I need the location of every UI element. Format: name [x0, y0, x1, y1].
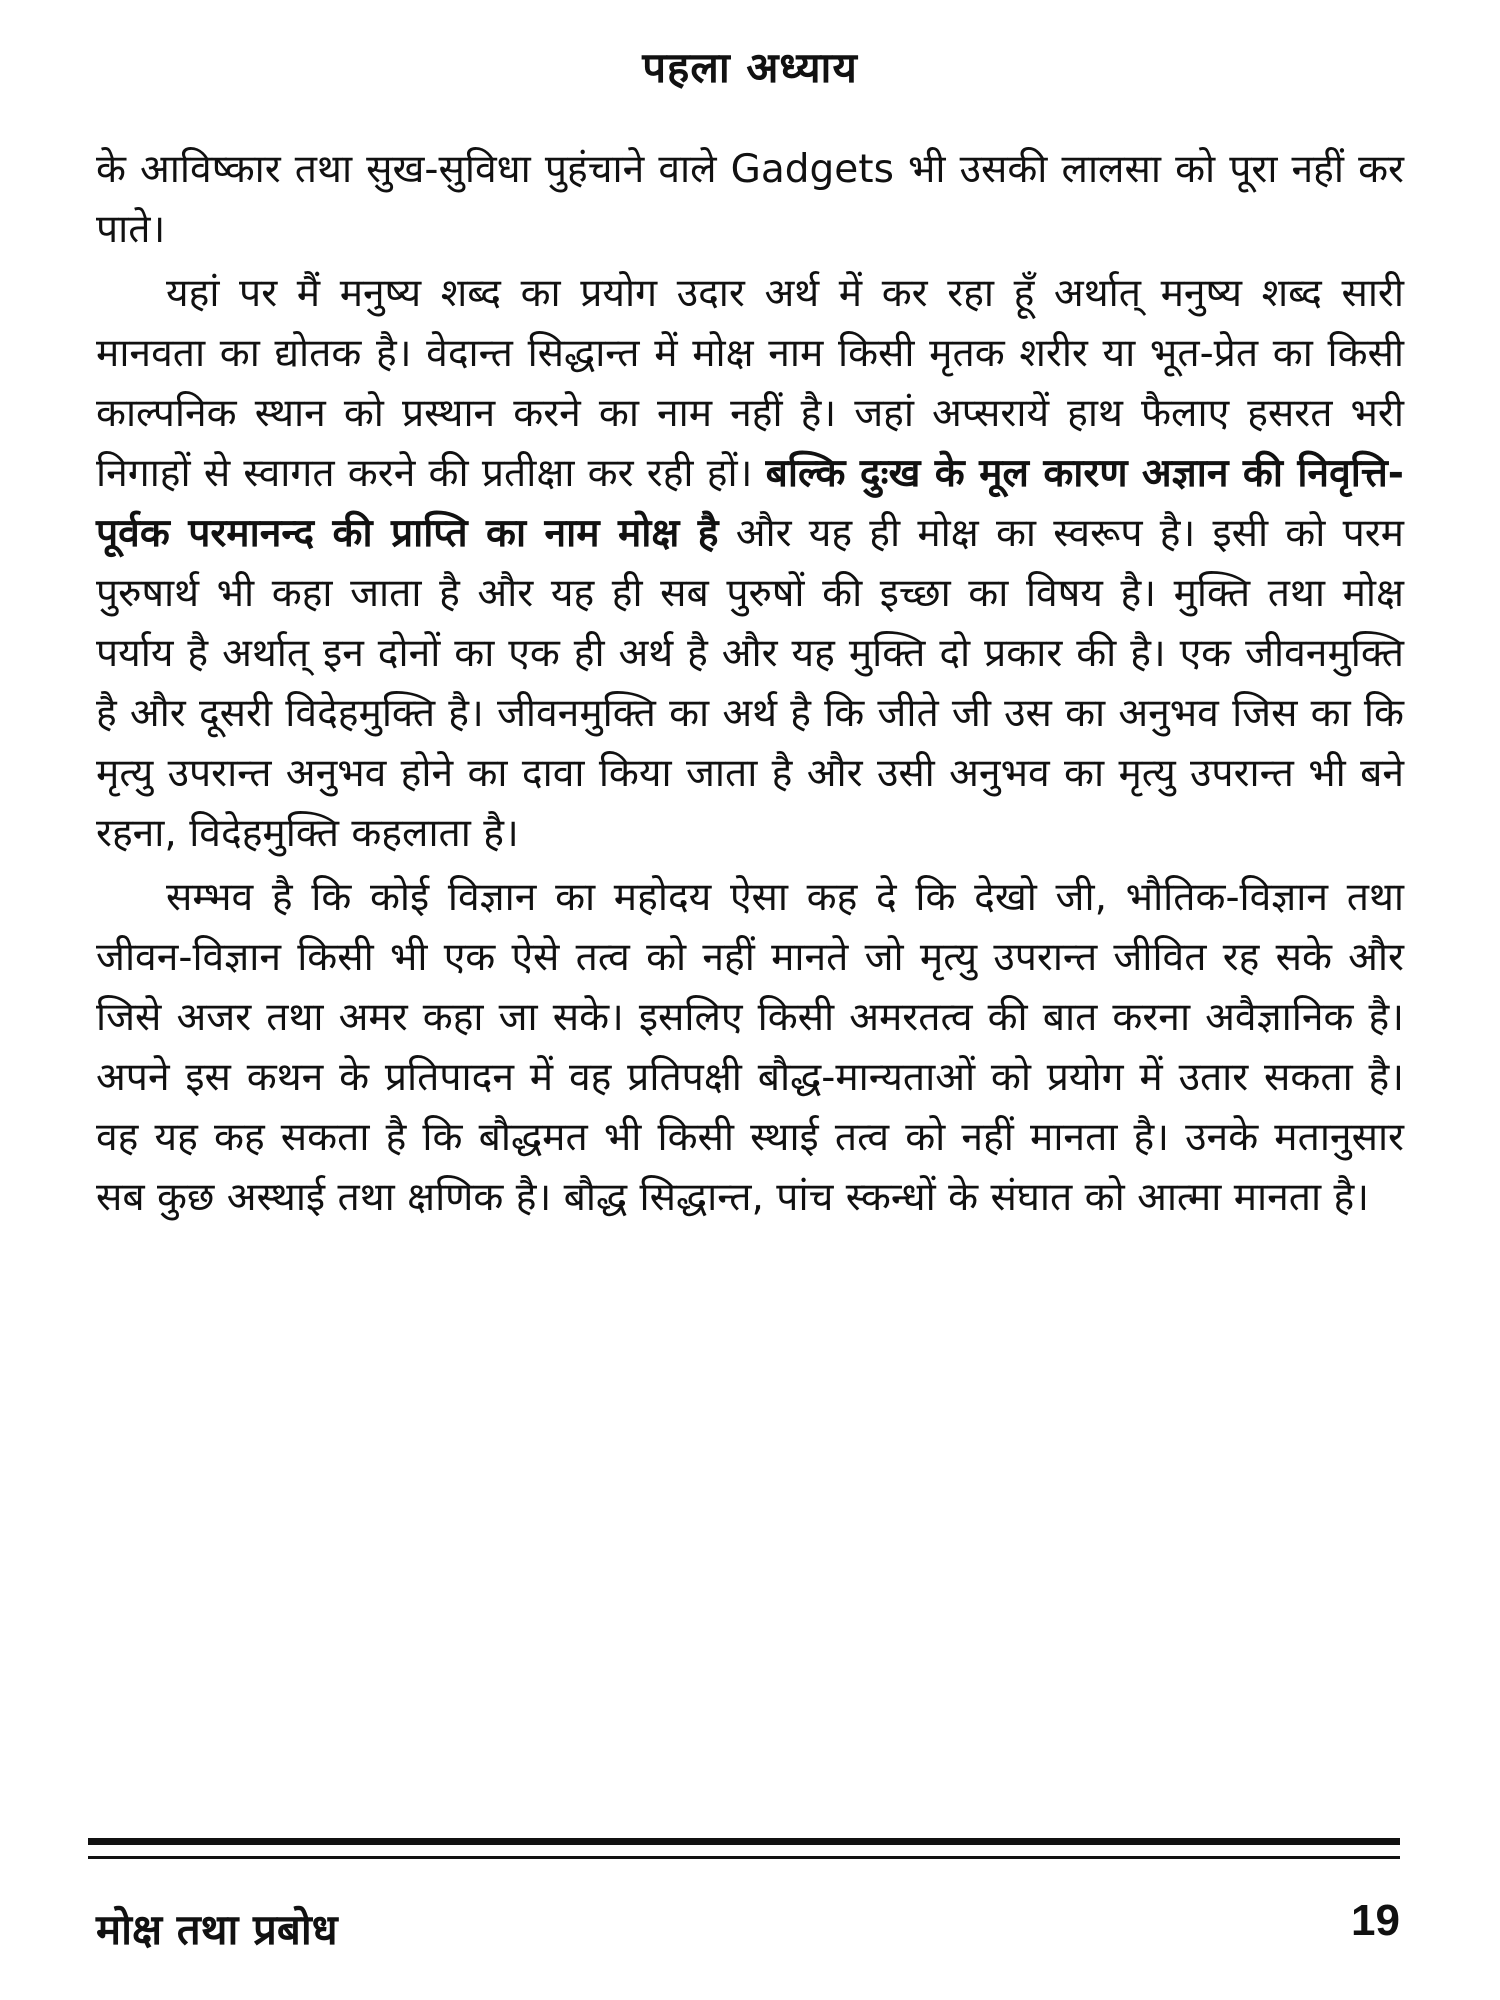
chapter-heading: पहला अध्याय: [642, 43, 858, 92]
paragraph-text-end: और यह ही मोक्ष का स्वरूप है। इसी को परम पुरुषार्थ भी कहा जाता है और यह ही सब पुरुषों की इच्छा का विषय है। मुक्ति तथा मोक्ष पर्याय है अर्थात् इन दोनों का एक ही अर्थ है और यह मुक्ति दो प्रकार की है। एक जीवनमुक्ति है और दूसरी विदेहमुक्ति है। जीवनमुक्ति का अर्थ है कि जीते जी उस का अनुभव जिस का कि मृत्यु उपरान्त अनुभव होने का दावा किया जाता है और उसी अनुभव का मृत्यु उपरान्त भी बने रहना, विदेहमुक्ति कहलाता है।: [96, 511, 1404, 856]
bold-definition: बल्कि दुःख के मूल कारण अज्ञान की निवृत्ति-पूर्वक परमानन्द की प्राप्ति का नाम मोक्ष है: [96, 451, 1404, 556]
paragraph-text-start: यहां पर मैं मनुष्य शब्द का प्रयोग उदार अर्थ में कर रहा हूँ अर्थात् मनुष्य शब्द सारी मानवता का द्योतक है। वेदान्त सिद्धान्त में मोक्ष नाम किसी मृतक शरीर या भूत-प्रेत का किसी काल्पनिक स्थान को प्रस्थान करने का नाम नहीं है। जहां अप्सरायें हाथ फैलाए हसरत भरी निगाहों से स्वागत करने की प्रतीक्षा कर रही हों।: [96, 271, 1404, 496]
page-number: 19: [1351, 1896, 1400, 1945]
body-text: [96, 140, 1404, 1232]
paragraph-science-objection: सम्भव है कि कोई विज्ञान का महोदय ऐसा कह दे कि देखो जी, भौतिक-विज्ञान तथा जीवन-विज्ञान किसी भी एक ऐसे तत्व को नहीं मानते जो मृत्यु उपरान्त जीवित रह सके और जिसे अजर तथा अमर कहा जा सके। इसलिए किसी अमरतत्व की बात करना अवैज्ञानिक है। अपने इस कथन के प्रतिपादन में वह प्रतिपक्षी बौद्ध-मान्यताओं को प्रयोग में उतार सकता है। वह यह कह सकता है कि बौद्धमत भी किसी स्थाई तत्व को नहीं मानता है। उनके मतानुसार सब कुछ अस्थाई तथा क्षणिक है। बौद्ध सिद्धान्त, पांच स्कन्धों के संघात को आत्मा मानता है।: [96, 875, 1404, 1220]
footer-rule-thick: [88, 1838, 1400, 1845]
book-title: मोक्ष तथा प्रबोध: [96, 1905, 338, 1954]
paragraph-moksha-definition: [96, 264, 1404, 864]
paragraph-continued: के आविष्कार तथा सुख-सुविधा पुहंचाने वाले Gadgets भी उसकी लालसा को पूरा नहीं कर पाते।: [96, 147, 1404, 252]
footer-rule-thin: [88, 1856, 1400, 1859]
